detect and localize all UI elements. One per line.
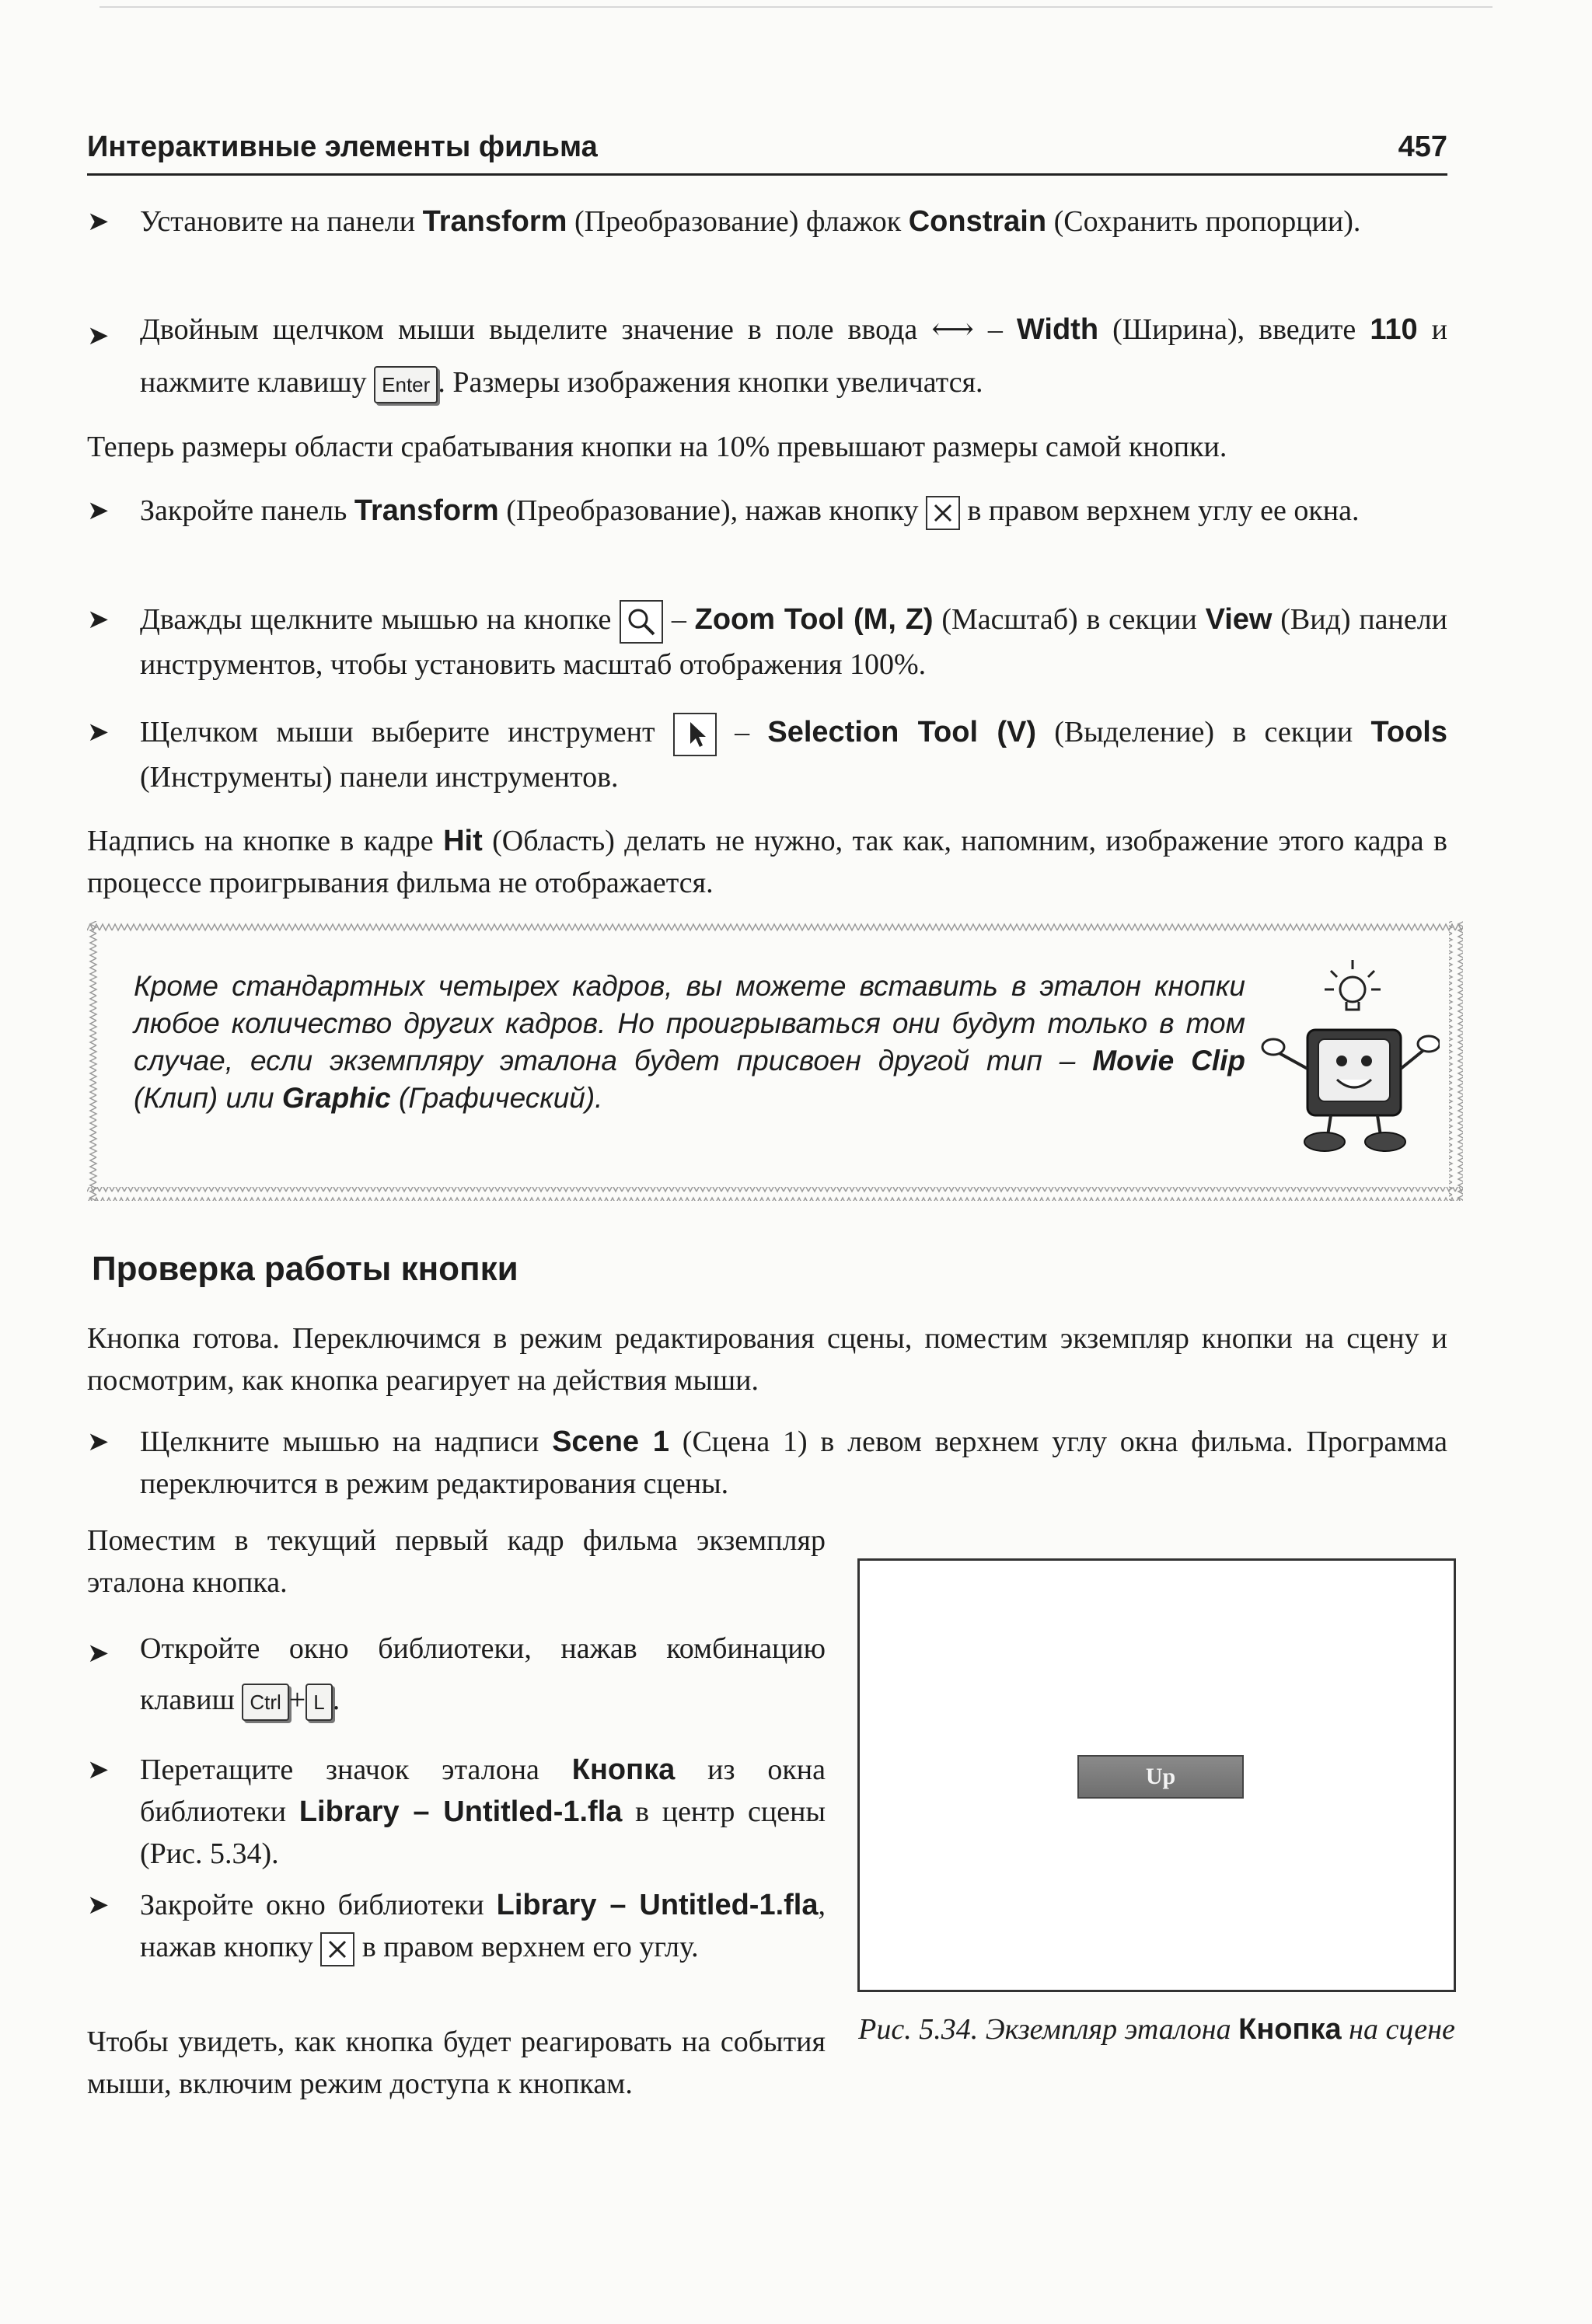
note-box xyxy=(87,921,1463,1201)
figure-stage xyxy=(857,1558,1456,1992)
arrowhead-bullet-icon: ➤ xyxy=(87,1638,110,1669)
figure-caption: Рис. 5.34. Экземпляр эталона Кнопка на сцене xyxy=(858,2013,1455,2046)
note-text: Кроме стандартных четырех кадров, вы можете вставить в эталон кнопки любое количество других кадров. Но проигрываться они будут только в том случае, если экземпляру эталона будет присвоен другой тип – Movie Clip (Клип) или Graphic (Графический). xyxy=(134,970,1245,1114)
paragraph: Чтобы увидеть, как кнопка будет реагировать на события мыши, включим режим доступа к кнопкам. xyxy=(87,2026,826,2100)
list-item: ➤ Щелкните мышью на надписи Scene 1 (Сцена 1) в левом верхнем углу окна фильма. Программа переключится в режим редактирования сцены. xyxy=(87,1421,1447,1505)
up-button[interactable]: Up xyxy=(1077,1755,1244,1799)
arrowhead-bullet-icon: ➤ xyxy=(87,206,110,237)
ctrl-key: Ctrl xyxy=(242,1684,288,1721)
computer-mascot-icon xyxy=(1253,952,1440,1170)
arrowhead-bullet-icon: ➤ xyxy=(87,495,110,526)
running-header xyxy=(87,131,1447,176)
list-item: ➤ Двойным щелчком мыши выделите значение в поле ввода ⟷ – Width (Ширина), введите 110 и нажмите клавишу Enter . Размеры изображения кнопки увеличатся. xyxy=(87,303,1447,409)
header-title: Интерактивные элементы фильма xyxy=(87,131,598,163)
arrowhead-bullet-icon: ➤ xyxy=(87,717,110,748)
list-item: ➤ Дважды щелкните мышью на кнопке – Zoom Tool (M, Z) (Масштаб) в секции View (Вид) панели инструментов, чтобы установить масштаб отображения 100%. xyxy=(87,598,1447,686)
arrow-cursor-icon xyxy=(673,713,717,756)
close-box-icon xyxy=(926,496,960,530)
list-item: ➤ Перетащите значок эталона Кнопка из окна библиотеки Library – Untitled-1.fla в центр сцены (Рис. 5.34). xyxy=(87,1749,826,1875)
arrowhead-bullet-icon: ➤ xyxy=(87,1426,110,1457)
paragraph: Теперь размеры области срабатывания кнопки на 10% превышают размеры самой кнопки. xyxy=(87,431,1227,463)
page-number: 457 xyxy=(1398,131,1447,163)
list-item: ➤ Откройте окно библиотеки, нажав комбинацию клавиш Ctrl + L . xyxy=(87,1623,826,1726)
arrowhead-bullet-icon: ➤ xyxy=(87,1754,110,1785)
close-box-icon xyxy=(320,1932,354,1966)
list-item: ➤ Закройте панель Transform (Преобразование), нажав кнопку в правом верхнем углу ее окна. xyxy=(87,490,1447,532)
section-heading: Проверка работы кнопки xyxy=(92,1250,518,1288)
arrowhead-bullet-icon: ➤ xyxy=(87,1890,110,1921)
width-arrows-icon: ⟷ xyxy=(931,313,974,346)
list-item: ➤ Щелчком мыши выберите инструмент – Selection Tool (V) (Выделение) в секции Tools (Инструменты) панели инструментов. xyxy=(87,711,1447,798)
paragraph: Надпись на кнопке в кадре Hit (Область) делать не нужно, так как, напомним, изображение этого кадра в процессе проигрывания фильма не отображается. xyxy=(87,825,1447,899)
list-item: ➤ Установите на панели Transform (Преобразование) флажок Constrain (Сохранить пропорции). xyxy=(87,201,1447,243)
enter-key: Enter xyxy=(374,366,438,403)
scan-edge-rule xyxy=(100,6,1492,8)
magnifier-icon xyxy=(620,600,663,644)
paragraph: Кнопка готова. Переключимся в режим редактирования сцены, поместим экземпляр кнопки на сцену и посмотрим, как кнопка реагирует на действия мыши. xyxy=(87,1322,1447,1397)
list-item: ➤ Закройте окно библиотеки Library – Untitled-1.fla, нажав кнопку в правом верхнем его углу. xyxy=(87,1884,826,1968)
paragraph: Поместим в текущий первый кадр фильма экземпляр эталона кнопка. xyxy=(87,1524,826,1599)
arrowhead-bullet-icon: ➤ xyxy=(87,604,110,635)
arrowhead-bullet-icon: ➤ xyxy=(87,320,110,351)
l-key: L xyxy=(305,1684,332,1721)
